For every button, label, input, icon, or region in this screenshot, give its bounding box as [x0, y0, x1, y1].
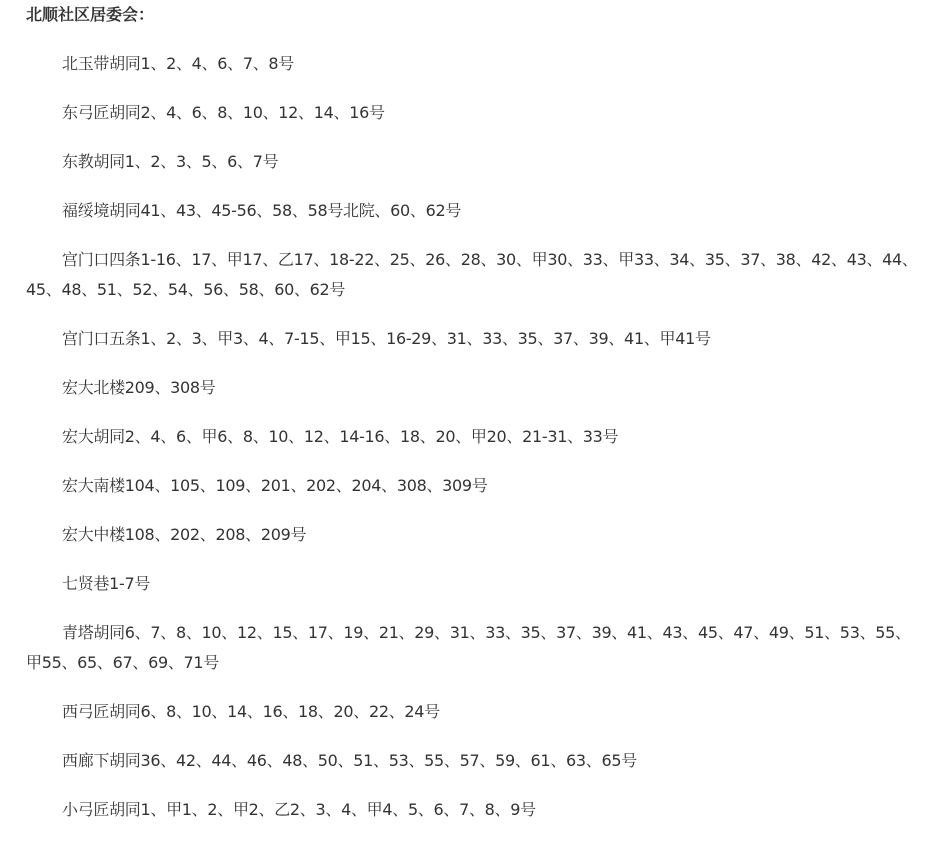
address-entry-xigongjiang: 西弓匠胡同6、8、10、14、16、18、20、22、24号: [62, 702, 440, 721]
address-entry-hongda-zhonglou: 宏大中楼108、202、208、209号: [62, 525, 307, 544]
address-entry-gongmenkou-sitiao: 宫门口四条1-16、17、甲17、乙17、18-22、25、26、28、30、甲30、33、甲33、34、35、37、38、42、43、44、45、48、51、52、54、56、58、60、62号: [26, 250, 918, 299]
address-entry-beiyudai: 北玉带胡同1、2、4、6、7、8号: [62, 54, 294, 73]
address-entry-donggongjiang: 东弓匠胡同2、4、6、8、10、12、14、16号: [62, 103, 385, 122]
address-entry-gongmenkou-wutiao: 宫门口五条1、2、3、甲3、4、7-15、甲15、16-29、31、33、35、37、39、41、甲41号: [62, 329, 711, 348]
address-entry-qixianxiang: 七贤巷1-7号: [62, 574, 151, 593]
document-body: [26, 0, 926, 844]
address-entry-hongda-beilou: 宏大北楼209、308号: [62, 378, 216, 397]
address-entry-xilangxia: 西廊下胡同36、42、44、46、48、50、51、53、55、57、59、61、63、65号: [62, 751, 637, 770]
address-entry-qingta: 青塔胡同6、7、8、10、12、15、17、19、21、29、31、33、35、37、39、41、43、45、47、49、51、53、55、甲55、65、67、69、71号: [26, 623, 911, 672]
address-entry-hongda-hutong: 宏大胡同2、4、6、甲6、8、10、12、14-16、18、20、甲20、21-31、33号: [62, 427, 619, 446]
address-entry-fusuijing: 福绥境胡同41、43、45-56、58、58号北院、60、62号: [62, 201, 462, 220]
committee-heading: 北顺社区居委会：: [26, 5, 155, 24]
address-entry-hongda-nanlou: 宏大南楼104、105、109、201、202、204、308、309号: [62, 476, 488, 495]
address-entry-xiaogongjiang: 小弓匠胡同1、甲1、2、甲2、乙2、3、4、甲4、5、6、7、8、9号: [62, 800, 536, 819]
address-entry-dongjiao: 东教胡同1、2、3、5、6、7号: [62, 152, 279, 171]
